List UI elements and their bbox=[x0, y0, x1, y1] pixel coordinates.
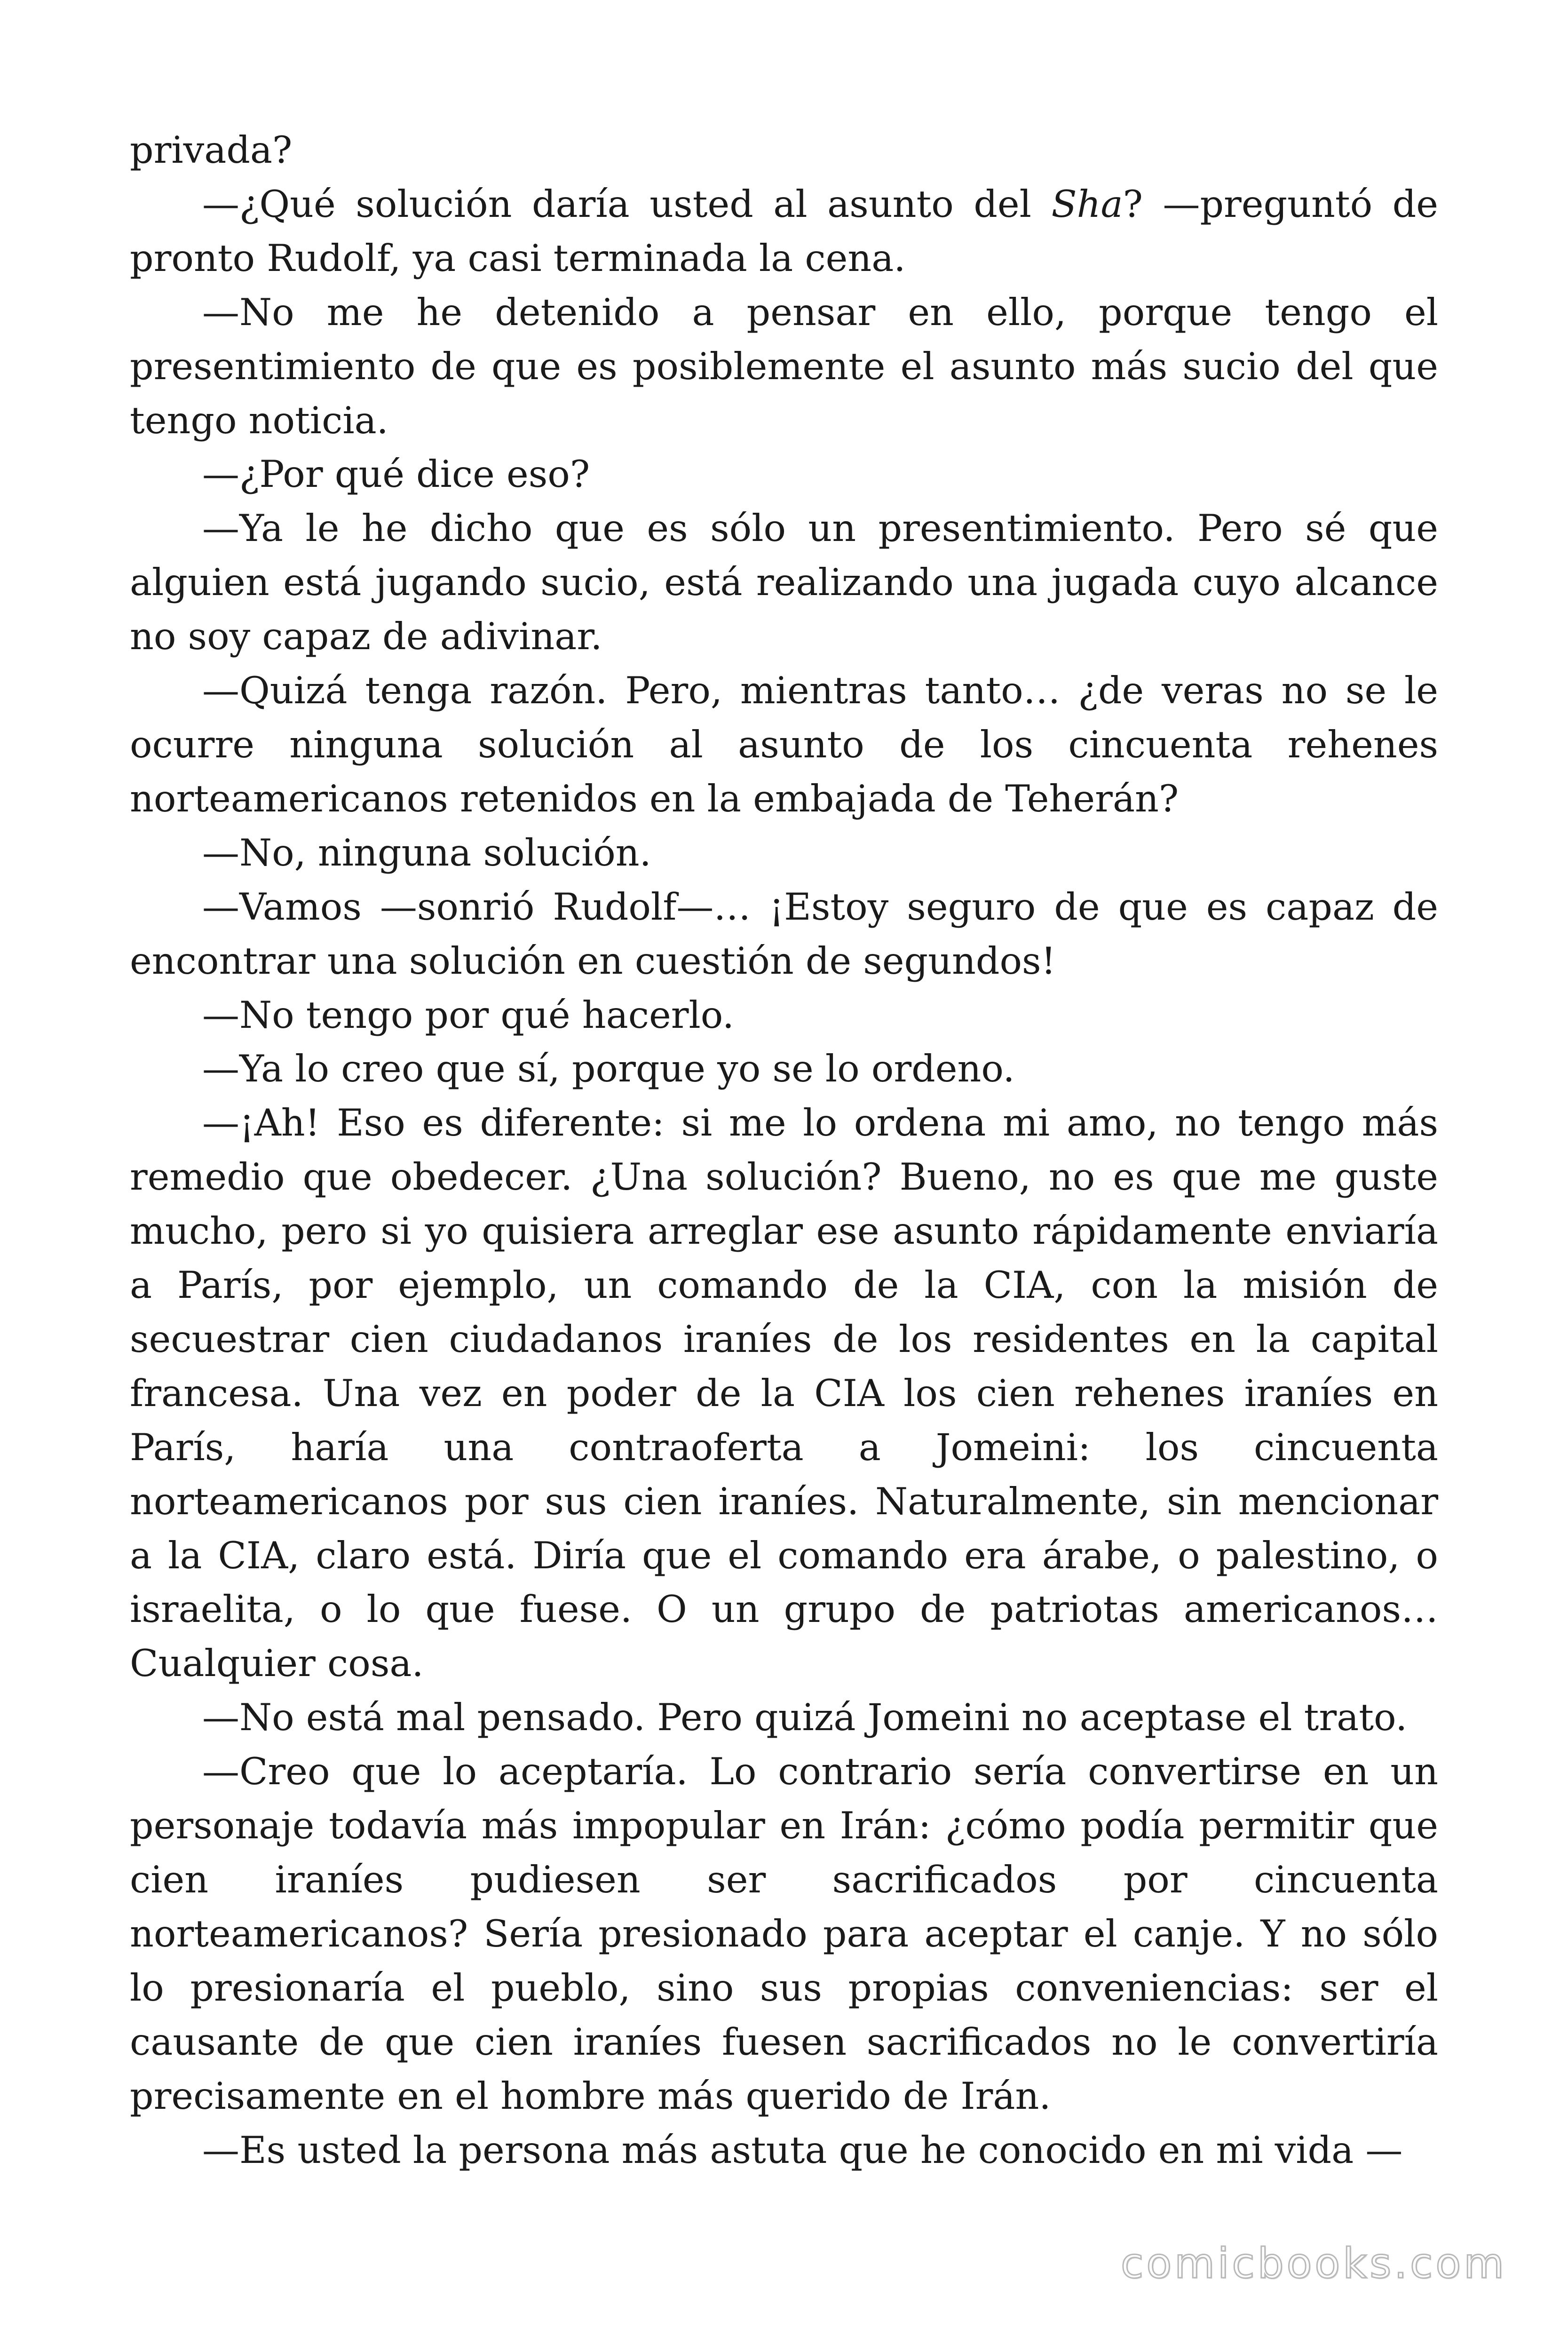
paragraph-10: —Ya lo creo que sí, porque yo se lo ordeno. bbox=[202, 1047, 1015, 1091]
paragraph-9: —No tengo por qué hacerlo. bbox=[202, 993, 735, 1037]
paragraph-8: —Vamos —sonrió Rudolf—… ¡Estoy seguro de que es capaz de encontrar una solución en cuestión de segundos! bbox=[130, 885, 1438, 983]
paragraph-14: —Es usted la persona más astuta que he conocido en mi vida — bbox=[202, 2128, 1403, 2172]
paragraph-12: —No está mal pensado. Pero quizá Jomeini no aceptase el trato. bbox=[202, 1696, 1408, 1740]
paragraph-11: —¡Ah! Eso es diferente: si me lo ordena mi amo, no tengo más remedio que obedecer. ¿Una solución? Bueno, no es que me guste mucho, pero si yo quisiera arreglar ese asunto rápidamente enviaría a París, por ejemplo, un comando de la CIA, con la misión de secuestrar cien ciudadanos iraníes de los residentes en la capital francesa. Una vez en poder de la CIA los cien rehenes iraníes en París, haría una contraoferta a Jomeini: los cincuenta norteamericanos por sus cien iraníes. Naturalmente, sin mencionar a la CIA, claro está. Diría que el comando era árabe, o palestino, o israelita, o lo que fuese. O un grupo de patriotas americanos… Cualquier cosa. bbox=[130, 1101, 1438, 1685]
paragraph-13: —Creo que lo aceptaría. Lo contrario sería convertirse en un personaje todavía más impopular en Irán: ¿cómo podía permitir que cien iraníes pudiesen ser sacrificados por cincuenta norteamericanos? Sería presionado para aceptar el canje. Y no sólo lo presionaría el pueblo, sino sus propias conveniencias: ser el causante de que cien iraníes fuesen sacrificados no le convertiría precisamente en el hombre más querido de Irán. bbox=[130, 1750, 1438, 2118]
paragraph-7: —No, ninguna solución. bbox=[202, 831, 651, 874]
paragraph-2 bbox=[130, 177, 1438, 286]
paragraph-3: —No me he detenido a pensar en ello, porque tengo el presentimiento de que es posiblemente el asunto más sucio del que tengo noticia. bbox=[130, 290, 1438, 442]
paragraph-1: privada? bbox=[130, 128, 293, 172]
paragraph-2-end: ? —preguntó de pronto Rudolf, ya casi terminada la cena. bbox=[130, 182, 1438, 280]
paragraph-4: —¿Por qué dice eso? bbox=[202, 453, 590, 496]
paragraph-6: —Quizá tenga razón. Pero, mientras tanto… ¿de veras no se le ocurre ninguna solución al asunto de los cincuenta rehenes norteamericanos retenidos en la embajada de Teherán? bbox=[130, 669, 1438, 820]
paragraph-2-start: —¿Qué solución daría usted al asunto del bbox=[202, 182, 1052, 226]
page-body-text bbox=[130, 123, 1438, 2177]
sha-italic: Sha bbox=[1051, 182, 1123, 226]
watermark-logo: comicbooks.com bbox=[1120, 2239, 1507, 2288]
paragraph-5: —Ya le he dicho que es sólo un presentimiento. Pero sé que alguien está jugando sucio, está realizando una jugada cuyo alcance no soy capaz de adivinar. bbox=[130, 507, 1438, 659]
